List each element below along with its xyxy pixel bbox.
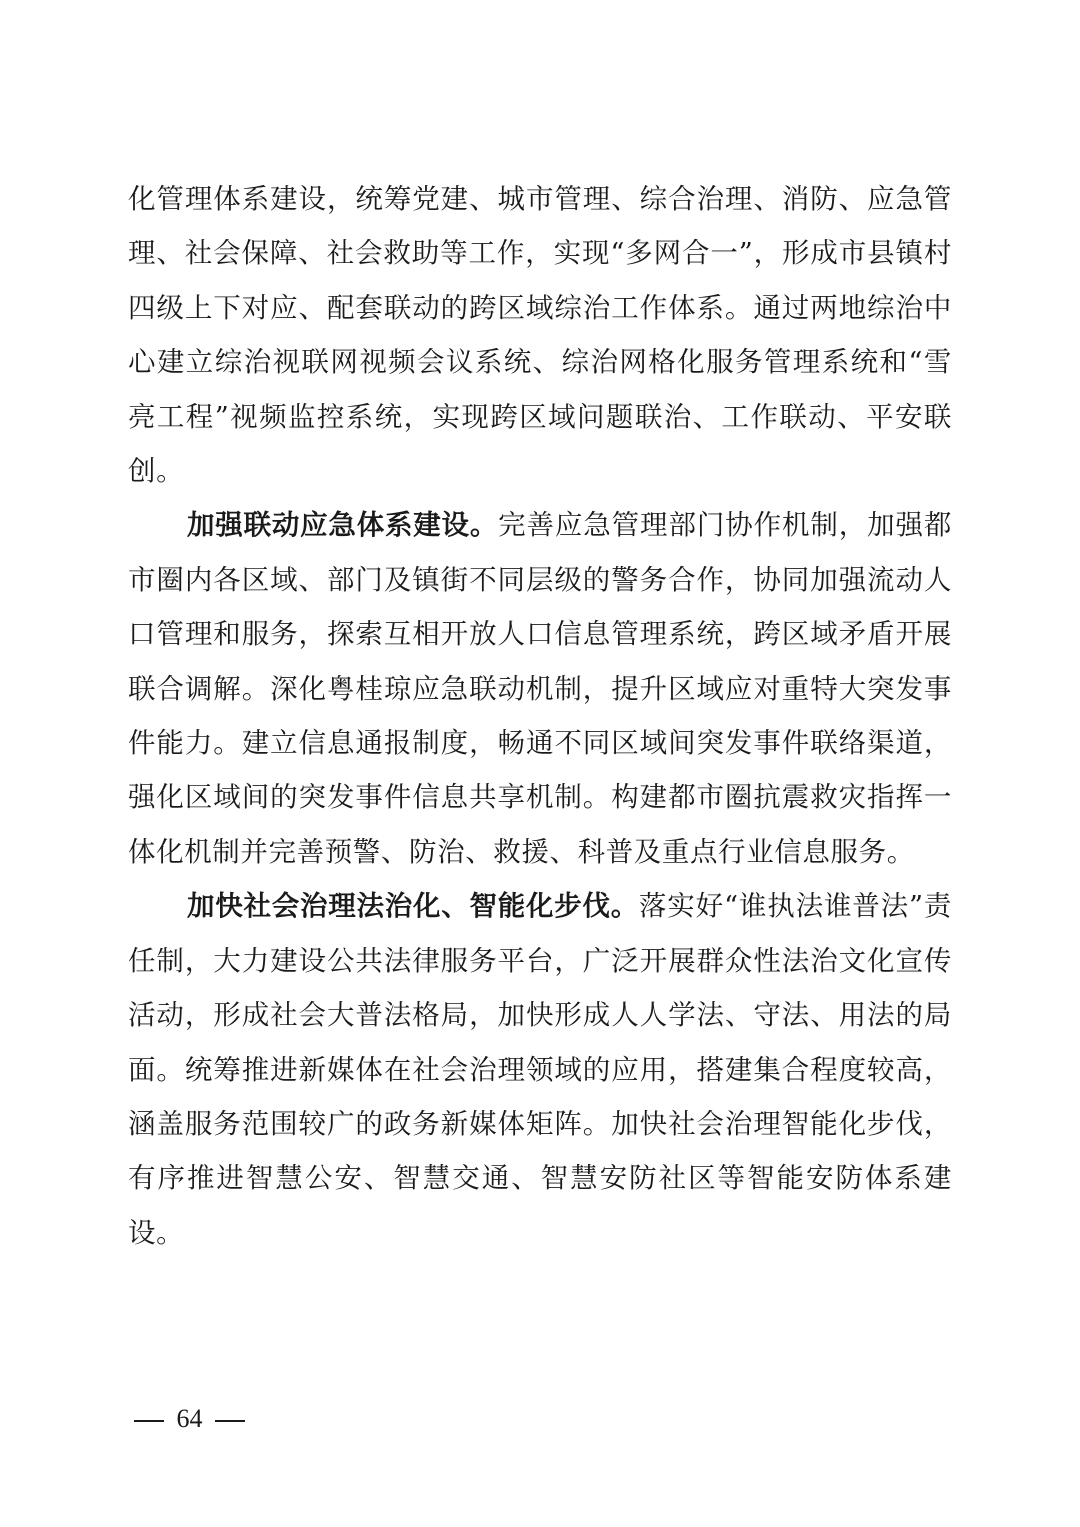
paragraph-text: 化管理体系建设，统筹党建、城市管理、综合治理、消防、应急管理、社会保障、社会救助等工作，实现“多网合一”，形成市县镇村四级上下对应、配套联动的跨区域综治工作体系。通过两地综治中心建立综治视联网视频会议系统、综治网格化服务管理系统和“雪亮工程”视频监控系统，实现跨区域问题联治、工作联动、平安联创。 bbox=[128, 183, 952, 488]
page-number: 64 bbox=[176, 1404, 203, 1433]
paragraph-text: 落实好“谁执法谁普法”责任制，大力建设公共法律服务平台，广泛开展群众性法治文化宣传活动，形成社会大普法格局，加快形成人人学法、守法、用法的局面。统筹推进新媒体在社会治理领域的应用，搭建集合程度较高，涵盖服务范围较广的政务新媒体矩阵。加快社会治理智能化步伐，有序推进智慧公安、智慧交通、智慧安防社区等智能安防体系建设。 bbox=[128, 890, 952, 1249]
page-footer bbox=[128, 1402, 251, 1436]
body-text bbox=[128, 172, 952, 1260]
footer-dash-right bbox=[215, 1420, 245, 1422]
paragraph-continuation bbox=[128, 172, 952, 498]
paragraph-lead-heading: 加强联动应急体系建设。 bbox=[187, 509, 499, 542]
paragraph-rule-of-law bbox=[128, 879, 952, 1260]
paragraph-text: 完善应急管理部门协作机制，加强都市圈内各区域、部门及镇街不同层级的警务合作，协同加强流动人口管理和服务，探索互相开放人口信息管理系统，跨区域矛盾开展联合调解。深化粤桂琼应急联动机制，提升区域应对重特大突发事件能力。建立信息通报制度，畅通不同区域间突发事件联络渠道，强化区域间的突发事件信息共享机制。构建都市圈抗震救灾指挥一体化机制并完善预警、防治、救援、科普及重点行业信息服务。 bbox=[128, 509, 953, 868]
footer-dash-left bbox=[134, 1420, 164, 1422]
paragraph-emergency-linkage bbox=[128, 498, 952, 879]
paragraph-lead-heading: 加快社会治理法治化、智能化步伐。 bbox=[187, 890, 639, 923]
